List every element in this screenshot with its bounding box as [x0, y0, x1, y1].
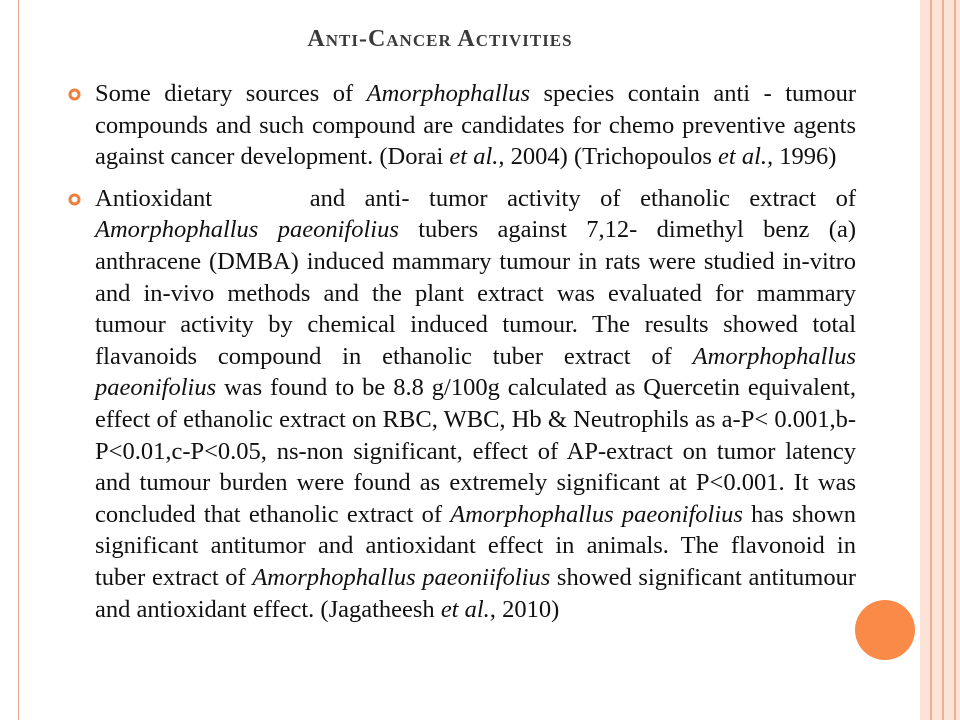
text-segment: tubers against 7,12- dimethyl benz (a) anthracene (DMBA) induced mammary tumour in rats were studied in-vitro and in-vivo methods and the plant extract was evaluated for mammary tumour activity by chemical induced tumour. The results showed total flavanoids compound in ethanolic tuber extract of — [95, 216, 856, 370]
bullet-text — [95, 80, 856, 170]
circle-bullet-icon — [68, 88, 81, 101]
bullet-item — [68, 183, 863, 625]
italic-text-segment: Amorphophallus paeonifolius — [95, 342, 856, 402]
italic-text-segment: et al., — [718, 143, 774, 171]
text-segment: species contain anti - tumour compounds and such compound are candidates for chemo preventive agents against cancer development. (Dorai — [95, 80, 856, 171]
border-stripe — [954, 0, 956, 720]
text-segment: 2010) — [495, 595, 560, 623]
slide-title: Anti-Cancer Activities — [307, 26, 573, 52]
bullet-item — [68, 78, 856, 173]
text-segment: Antioxidant and anti- tumor activity of ethanolic extract of — [95, 184, 863, 212]
text-segment: 1996) — [773, 143, 837, 171]
italic-text-segment: Amorphophallus paeonifolius — [95, 216, 399, 244]
bullet-text — [95, 185, 862, 623]
bullet-list — [68, 78, 863, 635]
text-segment: 2004) (Trichopoulos — [504, 143, 719, 171]
border-stripe — [930, 0, 932, 720]
orange-circle-decoration — [855, 600, 915, 660]
circle-bullet-icon — [68, 193, 81, 206]
text-segment: has shown significant antitumor and antioxidant effect in animals. The flavonoid in tuber extract of — [95, 500, 857, 591]
border-stripe — [942, 0, 944, 720]
right-border-band — [920, 0, 960, 720]
italic-text-segment: Amorphophallus paeonifolius — [450, 500, 743, 528]
text-segment: was found to be 8.8 g/100g calculated as Quercetin equivalent, effect of ethanolic extract on RBC, WBC, Hb & Neutrophils as a-P< 0.001,b-P<0.01,c-P<0.05, ns-non significant, effect of AP-extract on tumor latency and tumour burden were found as extremely significant at P<0.001. It was concluded that ethanolic extract of — [95, 374, 856, 528]
italic-text-segment: et al., — [449, 143, 505, 171]
italic-text-segment: Amorphophallus — [366, 80, 531, 107]
italic-text-segment: Amorphophallus paeoniifolius — [252, 563, 551, 591]
italic-text-segment: et al., — [440, 595, 496, 623]
text-segment: Some dietary sources of — [95, 80, 367, 107]
text-segment: showed significant antitumour and antioxidant effect. (Jagatheesh — [95, 563, 856, 623]
left-border-line — [18, 0, 19, 720]
